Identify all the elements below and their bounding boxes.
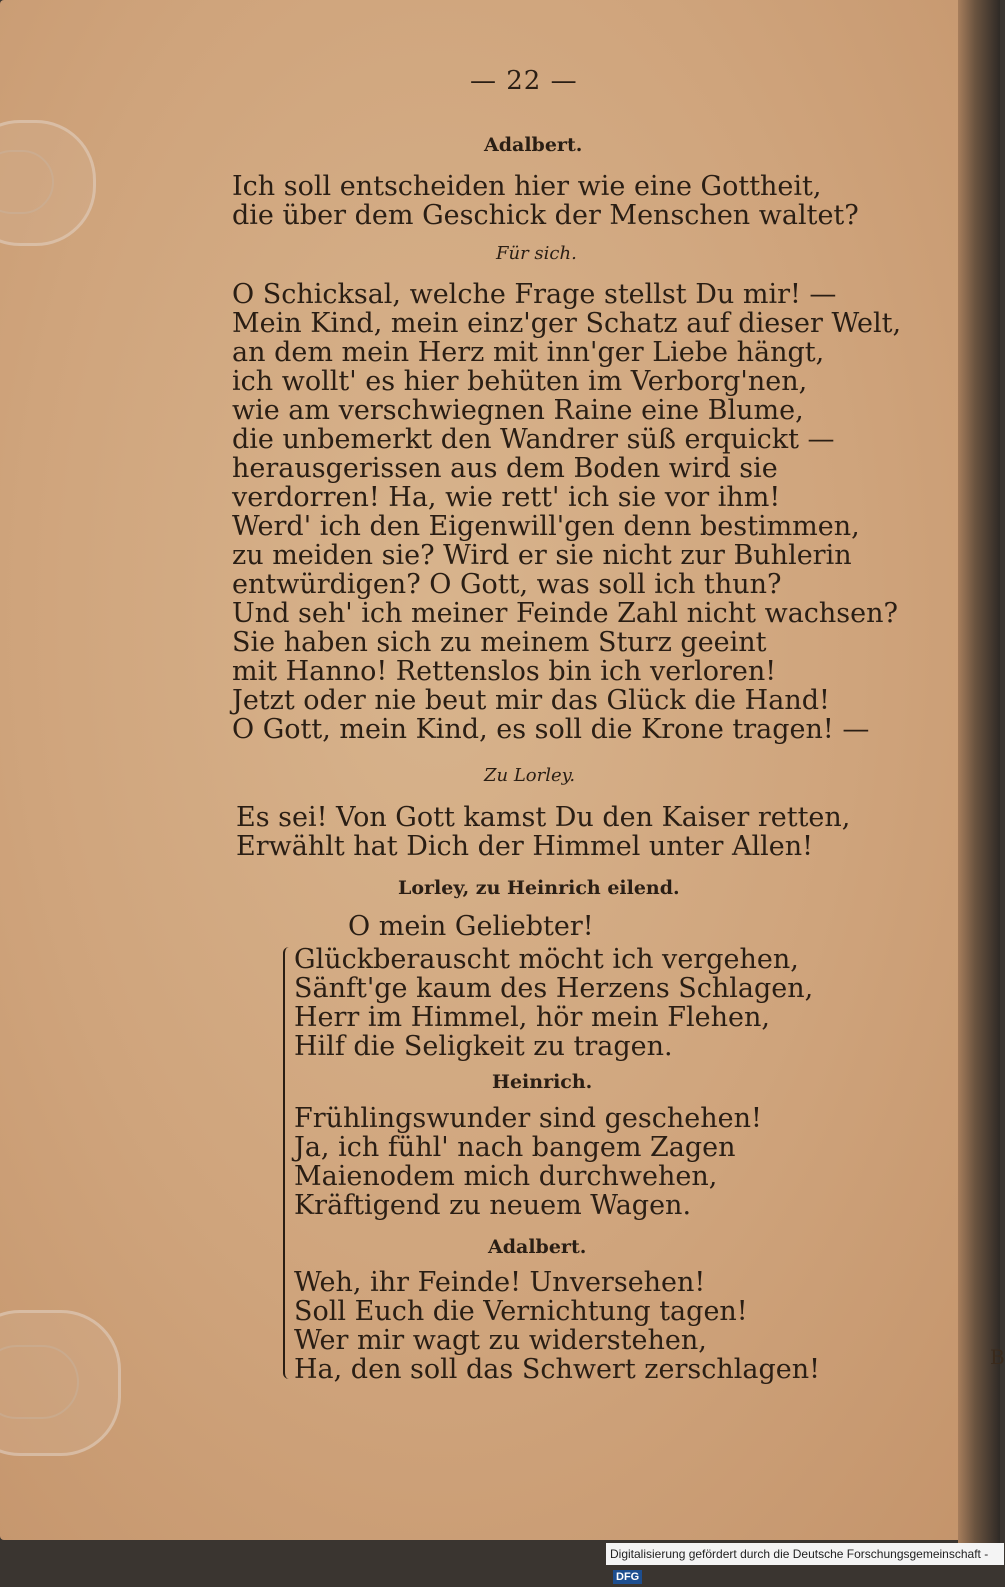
speaker-adalbert-1: Adalbert.: [484, 134, 583, 156]
speaker-lorley: Lorley, zu Heinrich eilend.: [398, 877, 680, 899]
verse-line: Herr im Himmel, hör mein Flehen,: [294, 1002, 770, 1033]
verse-line: Erwählt hat Dich der Himmel unter Allen!: [236, 831, 813, 862]
verse-line: Weh, ihr Feinde! Unversehen!: [294, 1267, 706, 1298]
verse-line: mit Hanno! Rettenslos bin ich verloren!: [232, 656, 777, 687]
verse-line: wie am verschwiegnen Raine eine Blume,: [232, 395, 804, 426]
verse-line-o-mein-geliebter: O mein Geliebter!: [348, 911, 594, 942]
spine-letter: B: [990, 1345, 1005, 1369]
page-number: — 22 —: [470, 66, 578, 96]
verse-line: Sänft'ge kaum des Herzens Schlagen,: [294, 973, 814, 1004]
verse-line: O Gott, mein Kind, es soll die Krone tragen! —: [232, 714, 870, 745]
book-spine: [958, 0, 1000, 1545]
verse-line: herausgerissen aus dem Boden wird sie: [232, 453, 778, 484]
stage-direction-fuer-sich: Für sich.: [496, 243, 577, 264]
verse-line: Es sei! Von Gott kamst Du den Kaiser retten,: [236, 802, 851, 833]
verse-line: Werd' ich den Eigenwill'gen denn bestimmen,: [232, 511, 860, 542]
dfg-logo-icon: DFG: [613, 1570, 642, 1584]
verse-brace: [283, 947, 293, 1379]
verse-line: Kräftigend zu neuem Wagen.: [294, 1190, 692, 1221]
verse-line: Jetzt oder nie beut mir das Glück die Hand!: [232, 685, 830, 716]
verse-block-2: [232, 280, 901, 744]
verse-line: Ha, den soll das Schwert zerschlagen!: [294, 1354, 820, 1385]
verse-line: Ich soll entscheiden hier wie eine Gottheit,: [232, 171, 822, 202]
verse-line: Soll Euch die Vernichtung tagen!: [294, 1296, 748, 1327]
verse-line: Sie haben sich zu meinem Sturz geeint: [232, 627, 767, 658]
verse-line: die unbemerkt den Wandrer süß erquickt —: [232, 424, 835, 455]
digitization-footer: [606, 1543, 1004, 1583]
verse-line: die über dem Geschick der Menschen waltet?: [232, 200, 859, 231]
footer-text: Digitalisierung gefördert durch die Deutsche Forschungsgemeinschaft -: [610, 1547, 989, 1561]
verse-line: zu meiden sie? Wird er sie nicht zur Buhlerin: [232, 540, 852, 571]
verse-line: Hilf die Seligkeit zu tragen.: [294, 1031, 673, 1062]
stage-direction-zu-lorley: Zu Lorley.: [484, 765, 576, 786]
speaker-heinrich: Heinrich.: [492, 1071, 593, 1093]
verse-line: Mein Kind, mein einz'ger Schatz auf dieser Welt,: [232, 308, 902, 339]
verse-line: ich wollt' es hier behüten im Verborg'nen,: [232, 366, 808, 397]
paper-clip-bottom-inner: [0, 1345, 79, 1419]
verse-line: Ja, ich fühl' nach bangem Zagen: [294, 1132, 736, 1163]
verse-block-3: [236, 803, 850, 861]
verse-block-1: [232, 172, 859, 230]
verse-line: an dem mein Herz mit inn'ger Liebe hängt,: [232, 337, 825, 368]
verse-line: Glückberauscht möcht ich vergehen,: [294, 944, 799, 975]
verse-block-6: [294, 1268, 820, 1384]
verse-line: Wer mir wagt zu widerstehen,: [294, 1325, 707, 1356]
verse-line: Und seh' ich meiner Feinde Zahl nicht wachsen?: [232, 598, 898, 629]
speaker-adalbert-2: Adalbert.: [488, 1236, 587, 1258]
verse-line: Frühlingswunder sind geschehen!: [294, 1103, 762, 1134]
verse-block-5: [294, 1104, 762, 1220]
verse-line: entwürdigen? O Gott, was soll ich thun?: [232, 569, 782, 600]
verse-block-4: [294, 945, 813, 1061]
verse-line: O Schicksal, welche Frage stellst Du mir! —: [232, 279, 837, 310]
verse-line: Maienodem mich durchwehen,: [294, 1161, 718, 1192]
verse-line: verdorren! Ha, wie rett' ich sie vor ihm!: [232, 482, 781, 513]
